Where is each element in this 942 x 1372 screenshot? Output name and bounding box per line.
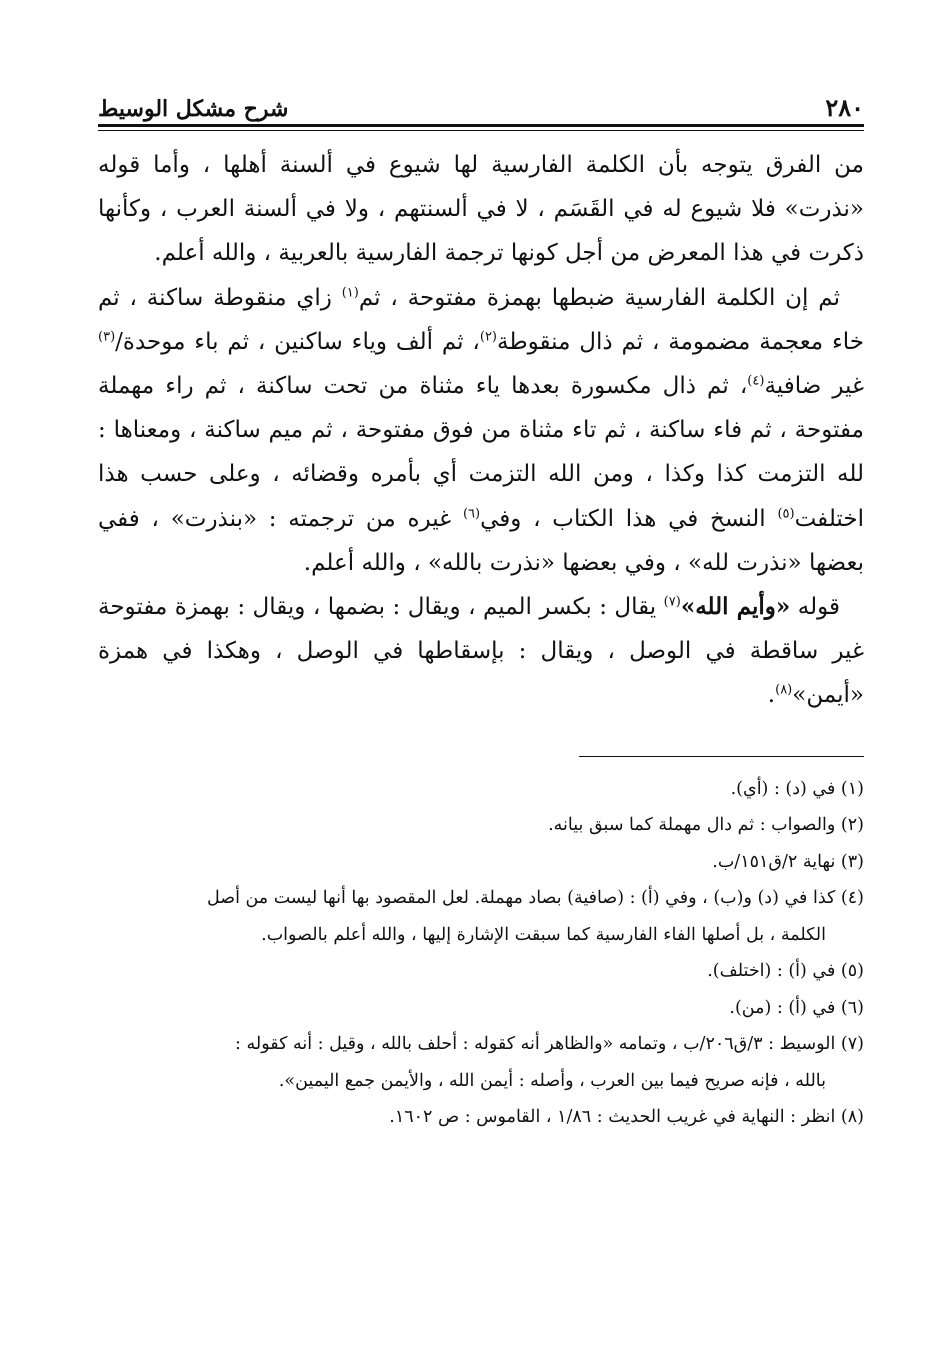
footnote-ref-2[interactable]: (٢) [479,329,497,345]
page [98,84,864,1136]
footnote-ref-7[interactable]: (٧) [663,594,681,610]
text-run: ، ثم ألف وياء ساكنين ، ثم باء موحدة/ [115,328,480,355]
text-run: ثم إن الكلمة الفارسية ضبطها بهمزة مفتوحة ، ثم [358,284,840,311]
footnote-7: (٧) الوسيط : ٣/ق٢٠٦/ب ، وتمامه «والظاهر أنه كقوله : أحلف بالله ، وقيل : أنه كقوله : [235,1034,864,1055]
footnote-4: (٤) كذا في (د) و(ب) ، وفي (أ) : (صافية) بصاد مهملة. لعل المقصود بها أنها ليست من أصل [206,888,864,909]
header-rule-thick [98,124,864,127]
text-run: غيره من ترجمته : «بنذرت» ، ففي بعضها «نذرت لله» ، وفي بعضها «نذرت بالله» ، والله أعلم. [98,505,864,576]
page-number: ٢٨٠ [825,93,864,122]
text-run: زاي منقوطة ساكنة ، ثم خاء معجمة مضمومة ، ثم ذال منقوطة [98,284,864,355]
footnote-7-continued: بالله ، فإنه صريح فيما بين العرب ، وأصله : أيمن الله ، والأيمن جمع اليمين». [278,1070,826,1091]
footnote-ref-8[interactable]: (٨) [775,682,793,698]
text-run: قوله [790,594,840,621]
footnote-3: (٣) نهاية ٢/ق١٥١/ب. [712,851,864,872]
header-rule-thin [98,130,864,131]
footnotes [98,771,864,1136]
text-run: ، ثم ذال مكسورة بعدها ياء مثناة من تحت ساكنة ، ثم راء مهملة مفتوحة ، ثم فاء ساكنة ، ثم تاء مثناة من فوق مفتوحة ، ثم ميم ساكنة ، ومعناها : لله التزمت كذا وكذا ، ومن الله التزمت أي بأمره وقضائه ، وعلى حسب هذا اختلفت [98,373,864,532]
footnote-separator [579,756,864,757]
text-run: غير ضافية [764,373,864,400]
text-run: يقال : بكسر الميم ، ويقال : بضمها ، ويقال : بهمزة مفتوحة غير ساقطة في الوصل ، ويقال : بإسقاطها في الوصل ، وهكذا في همزة «أيمن» [98,594,864,709]
footnote-ref-6[interactable]: (٦) [462,505,481,521]
footnote-5: (٥) في (أ) : (اختلف). [707,961,864,982]
footnote-8: (٨) انظر : النهاية في غريب الحديث : ١/٨٦ ، القاموس : ص ١٦٠٢. [389,1107,864,1128]
paragraph-1: من الفرق يتوجه بأن الكلمة الفارسية لها شيوع في ألسنة أهلها ، وأما قوله «نذرت» فلا شيوع له في القَسَم ، لا في ألسنتهم ، ولا في ألسنة العرب ، وكأنها ذكرت في هذا المعرض من أجل كونها ترجمة الفارسية بالعربية ، والله أعلم. [98,152,864,267]
running-header [98,84,864,122]
main-text [98,143,864,718]
running-title: شرح مشكل الوسيط [98,96,289,122]
text-run: النسخ في هذا الكتاب ، وفي [480,505,778,532]
footnote-ref-1[interactable]: (١) [341,284,359,300]
footnote-2: (٢) والصواب : ثم دال مهملة كما سبق بيانه. [548,815,864,836]
text-run: . [767,682,776,709]
footnote-1: (١) في (د) : (أي). [730,778,864,799]
footnote-ref-4[interactable]: (٤) [747,373,765,389]
quoted-term: «وأيم الله» [680,593,791,621]
paragraph-2 [98,276,864,585]
footnote-4-continued: الكلمة ، بل أصلها الفاء الفارسية كما سبقت الإشارة إليها ، والله أعلم بالصواب. [261,924,826,945]
footnote-6: (٦) في (أ) : (من). [729,997,864,1018]
paragraph-3 [98,585,864,718]
footnote-ref-5[interactable]: (٥) [777,505,795,521]
footnote-ref-3[interactable]: (٣) [98,329,116,345]
